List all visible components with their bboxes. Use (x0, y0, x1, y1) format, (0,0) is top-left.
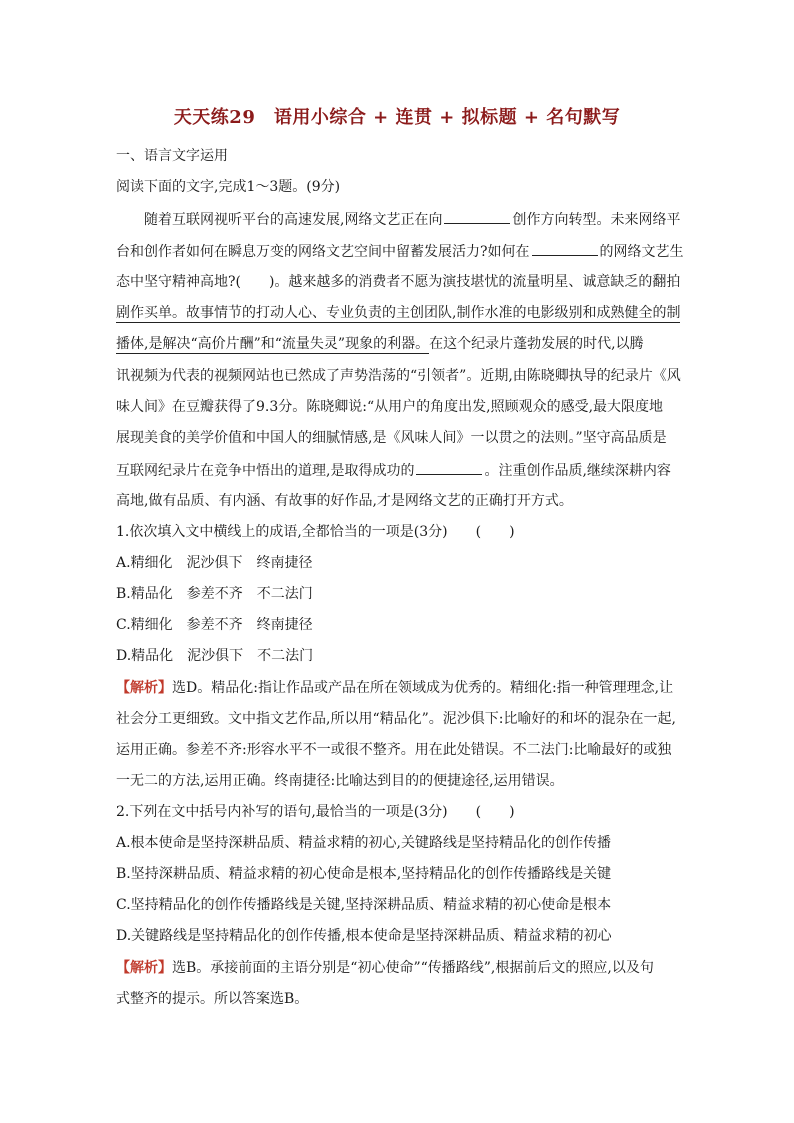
underlined-sentence: 播体,是解决“高价片酬”和“流量失灵”现象的利器。 (116, 336, 430, 352)
q1-analysis-line: 【解析】选D。精品化:指让作品或产品在所在领域成为优秀的。精细化:指一种管理理念,让 (116, 680, 674, 696)
analysis-tag: 【解析】 (116, 960, 172, 976)
instruction: 阅读下面的文字,完成1～3题。(9分) (116, 179, 341, 195)
underlined-sentence: 剧作买单。故事情节的打动人心、专业负责的主创团队,制作水准的电影级别和成熟健全的制 (116, 305, 681, 321)
q1-analysis-line: 社会分工更细致。文中指文艺作品,所以用“精品化”。泥沙俱下:比喻好的和坏的混杂在一起, (116, 711, 676, 727)
question-1-stem: 1.依次填入文中横线上的成语,全都恰当的一项是(3分) ( ) (116, 524, 515, 540)
passage-line: 台和创作者如何在瞬息万变的网络文艺空间中留蓄发展活力?如何在 的网络文艺生 (116, 241, 684, 262)
q1-option-b: B.精品化 参差不齐 不二法门 (116, 586, 313, 602)
analysis-tag: 【解析】 (116, 680, 172, 696)
passage-line: 态中坚守精神高地?( )。越来越多的消费者不愿为演技堪忧的流量明星、诚意缺乏的翻拍 (116, 274, 681, 290)
passage-line (116, 303, 680, 323)
passage-line: 随着互联网视听平台的高速发展,网络文艺正在向 创作方向转型。未来网络平 (144, 209, 680, 230)
passage-line: 讯视频为代表的视频网站也已然成了声势浩荡的“引领者”。近期,由陈晓卿执导的纪录片《风 (116, 368, 681, 384)
answer-blank (416, 460, 482, 475)
answer-blank (444, 209, 510, 224)
q2-analysis-line: 【解析】选B。承接前面的主语分别是“初心使命”“传播路线”,根据前后文的照应,以及句 (116, 960, 654, 976)
passage-line: 高地,做有品质、有内涵、有故事的好作品,才是网络文艺的正确打开方式。 (116, 493, 573, 509)
q2-analysis-line: 式整齐的提示。所以答案选B。 (116, 991, 309, 1007)
answer-blank (532, 241, 598, 256)
q1-option-c: C.精细化 参差不齐 终南捷径 (116, 617, 313, 633)
passage-line: 播体,是解决“高价片酬”和“流量失灵”现象的利器。在这个纪录片蓬勃发展的时代,以腾 (116, 336, 644, 352)
q2-option-c: C.坚持精品化的创作传播路线是关键,坚持深耕品质、精益求精的初心使命是根本 (116, 897, 612, 913)
q1-analysis-line: 运用正确。参差不齐:形容水平不一或很不整齐。用在此处错误。不二法门:比喻最好的或独 (116, 742, 672, 758)
passage-line: 展现美食的美学价值和中国人的细腻情感,是《风味人间》一以贯之的法则。”坚守高品质是 (116, 430, 667, 446)
q2-option-d: D.关键路线是坚持精品化的创作传播,根本使命是坚持深耕品质、精益求精的初心 (116, 928, 612, 944)
q2-option-a: A.根本使命是坚持深耕品质、精益求精的初心,关键路线是坚持精品化的创作传播 (116, 835, 612, 851)
q1-option-d: D.精品化 泥沙俱下 不二法门 (116, 648, 314, 664)
section-heading: 一、语言文字运用 (116, 148, 228, 164)
q2-option-b: B.坚持深耕品质、精益求精的初心使命是根本,坚持精品化的创作传播路线是关键 (116, 866, 612, 882)
passage-line: 味人间》在豆瓣获得了9.3分。陈晓卿说:“从用户的角度出发,照顾观众的感受,最大限度地 (116, 399, 664, 415)
q1-analysis-line: 一无二的方法,运用正确。终南捷径:比喻达到目的的便捷途径,运用错误。 (116, 773, 564, 789)
q1-option-a: A.精细化 泥沙俱下 终南捷径 (116, 555, 313, 571)
passage-line: 互联网纪录片在竞争中悟出的道理,是取得成功的 。注重创作品质,继续深耕内容 (116, 460, 671, 481)
question-2-stem: 2.下列在文中括号内补写的语句,最恰当的一项是(3分) ( ) (116, 804, 515, 820)
page-title: 天天练29 语用小综合 + 连贯 + 拟标题 + 名句默写 (173, 107, 621, 128)
